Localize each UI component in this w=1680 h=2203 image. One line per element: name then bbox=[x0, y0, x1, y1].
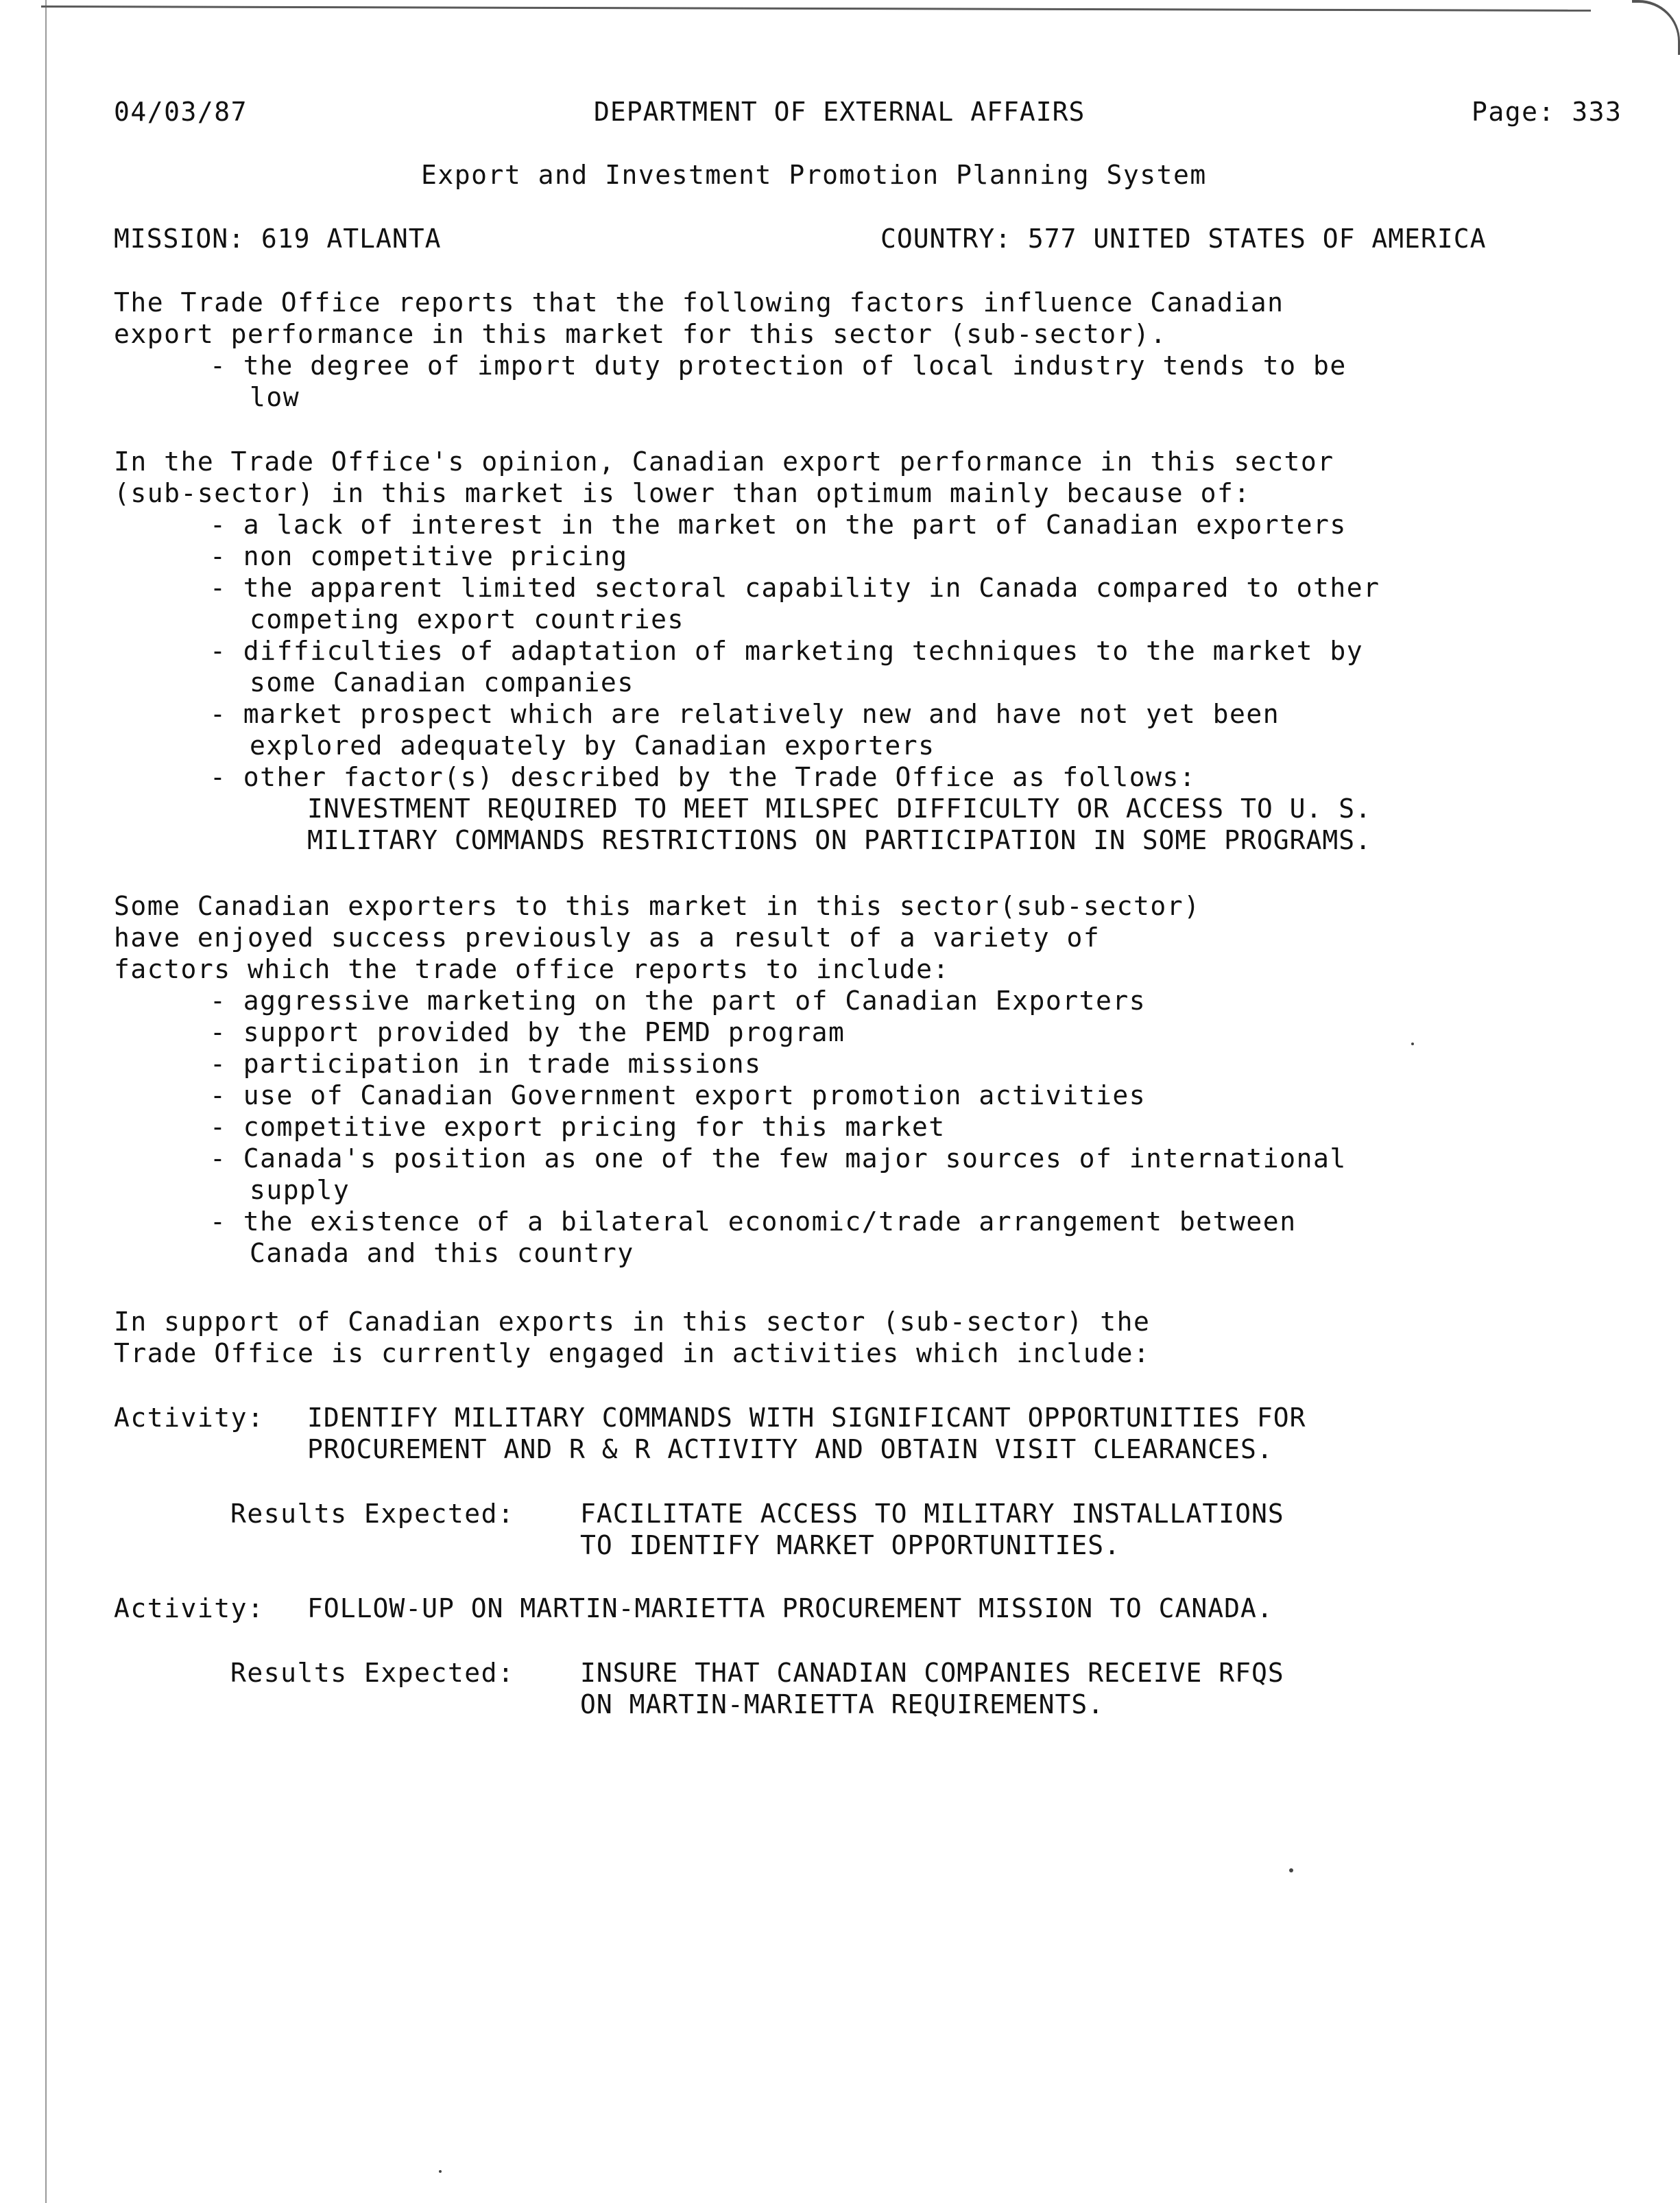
bullet-item: - participation in trade missions bbox=[210, 1049, 762, 1079]
section3-intro-line: have enjoyed success previously as a result of a variety of bbox=[114, 922, 1101, 953]
system-title: Export and Investment Promotion Planning System bbox=[421, 160, 1207, 190]
bullet-item-continuation: competing export countries bbox=[250, 604, 684, 634]
bullet-item: - market prospect which are relatively new and have not yet been bbox=[210, 699, 1280, 729]
bullet-item: - use of Canadian Government export promotion activities bbox=[210, 1080, 1147, 1110]
bullet-item: - non competitive pricing bbox=[210, 541, 628, 571]
page-top-edge bbox=[41, 5, 1591, 12]
bullet-item-continuation: explored adequately by Canadian exporters bbox=[250, 730, 935, 761]
section4-intro-line: Trade Office is currently engaged in activities which include: bbox=[114, 1338, 1151, 1368]
activity-description: PROCUREMENT AND R & R ACTIVITY AND OBTAIN VISIT CLEARANCES. bbox=[307, 1434, 1273, 1464]
scan-speck bbox=[439, 2170, 442, 2173]
results-expected-text: FACILITATE ACCESS TO MILITARY INSTALLATIONS bbox=[580, 1499, 1284, 1529]
bullet-item: - support provided by the PEMD program bbox=[210, 1017, 845, 1047]
bullet-item: - the apparent limited sectoral capability in Canada compared to other bbox=[210, 573, 1380, 603]
section4-intro-line: In support of Canadian exports in this sector (sub-sector) the bbox=[114, 1307, 1151, 1337]
results-expected-label: Results Expected: bbox=[230, 1658, 515, 1688]
country-label: COUNTRY: 577 UNITED STATES OF AMERICA bbox=[880, 224, 1487, 254]
other-factors-detail: INVESTMENT REQUIRED TO MEET MILSPEC DIFFICULTY OR ACCESS TO U. S. bbox=[307, 794, 1372, 824]
activity-description: FOLLOW-UP ON MARTIN-MARIETTA PROCUREMENT MISSION TO CANADA. bbox=[307, 1593, 1273, 1623]
page-left-edge bbox=[45, 0, 47, 2203]
results-expected-text: INSURE THAT CANADIAN COMPANIES RECEIVE RFQS bbox=[580, 1658, 1284, 1688]
section1-intro-line: export performance in this market for this sector (sub-sector). bbox=[114, 319, 1167, 349]
results-expected-label: Results Expected: bbox=[230, 1499, 515, 1529]
results-expected-text: ON MARTIN-MARIETTA REQUIREMENTS. bbox=[580, 1689, 1105, 1719]
bullet-item: - the degree of import duty protection of local industry tends to be bbox=[210, 350, 1347, 381]
section2-intro-line: (sub-sector) in this market is lower than optimum mainly because of: bbox=[114, 478, 1251, 508]
activity-description: IDENTIFY MILITARY COMMANDS WITH SIGNIFICANT OPPORTUNITIES FOR bbox=[307, 1403, 1306, 1433]
bullet-item: - a lack of interest in the market on the part of Canadian exporters bbox=[210, 510, 1347, 540]
bullet-item: - aggressive marketing on the part of Canadian Exporters bbox=[210, 986, 1147, 1016]
section3-intro-line: factors which the trade office reports to include: bbox=[114, 954, 950, 984]
activity-label: Activity: bbox=[114, 1593, 265, 1623]
report-date: 04/03/87 bbox=[114, 97, 248, 127]
bullet-item-continuation: low bbox=[250, 382, 300, 412]
bullet-item: - other factor(s) described by the Trade Office as follows: bbox=[210, 762, 1197, 792]
bullet-item: - competitive export pricing for this market bbox=[210, 1112, 946, 1142]
section2-intro-line: In the Trade Office's opinion, Canadian export performance in this sector bbox=[114, 446, 1334, 477]
section3-intro-line: Some Canadian exporters to this market in this sector(sub-sector) bbox=[114, 891, 1201, 921]
other-factors-detail: MILITARY COMMANDS RESTRICTIONS ON PARTICIPATION IN SOME PROGRAMS. bbox=[307, 825, 1372, 855]
activity-label: Activity: bbox=[114, 1403, 265, 1433]
page-number: Page: 333 bbox=[1472, 97, 1622, 127]
mission-label: MISSION: 619 ATLANTA bbox=[114, 224, 442, 254]
bullet-item: - difficulties of adaptation of marketing techniques to the market by bbox=[210, 636, 1364, 666]
bullet-item: - the existence of a bilateral economic/trade arrangement between bbox=[210, 1206, 1297, 1237]
bullet-item-continuation: some Canadian companies bbox=[250, 667, 634, 698]
bullet-item-continuation: supply bbox=[250, 1175, 350, 1205]
section1-intro-line: The Trade Office reports that the following factors influence Canadian bbox=[114, 287, 1284, 318]
results-expected-text: TO IDENTIFY MARKET OPPORTUNITIES. bbox=[580, 1530, 1120, 1560]
page-corner-curl bbox=[1632, 0, 1680, 55]
scan-speck bbox=[1411, 1043, 1414, 1045]
bullet-item-continuation: Canada and this country bbox=[250, 1238, 634, 1268]
department-name: DEPARTMENT OF EXTERNAL AFFAIRS bbox=[594, 97, 1085, 127]
bullet-item: - Canada's position as one of the few major sources of international bbox=[210, 1143, 1347, 1174]
scan-speck bbox=[1289, 1868, 1293, 1872]
